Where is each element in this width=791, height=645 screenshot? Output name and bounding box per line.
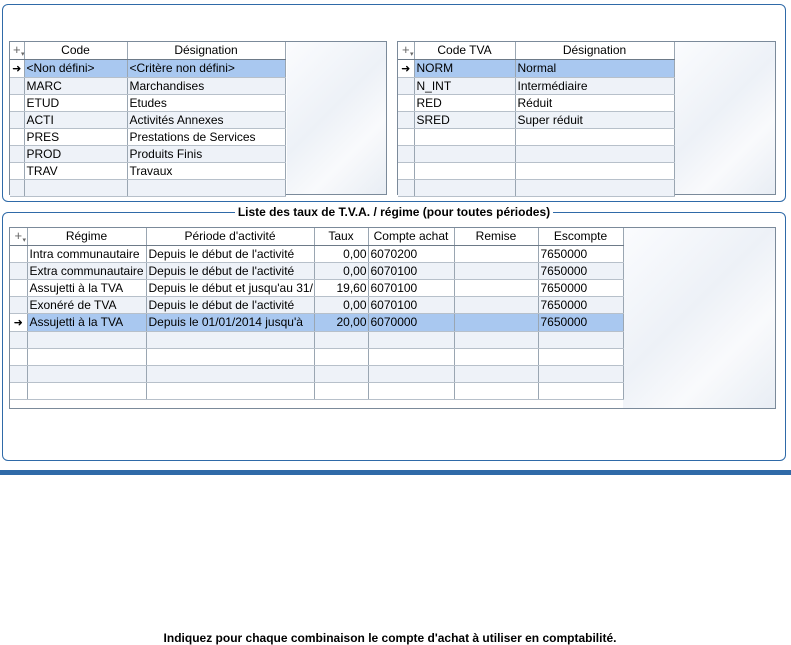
row-indicator[interactable]	[398, 162, 414, 179]
cell-code[interactable]: RED	[414, 94, 515, 111]
table-row[interactable]	[10, 145, 285, 162]
cell-code[interactable]: SRED	[414, 111, 515, 128]
cell-escompte[interactable]: 7650000	[538, 262, 623, 279]
cell-code[interactable]	[414, 145, 515, 162]
cell-compte[interactable]	[368, 382, 454, 399]
cell-taux[interactable]: 0,00	[314, 296, 368, 313]
cell-periode[interactable]	[146, 348, 314, 365]
cell-regime[interactable]	[27, 365, 146, 382]
cell-code[interactable]: ACTI	[24, 111, 127, 128]
cell-escompte[interactable]	[538, 382, 623, 399]
header-escompte[interactable]: Escompte	[538, 228, 623, 245]
table-row[interactable]	[10, 296, 623, 313]
row-indicator[interactable]	[10, 77, 24, 94]
grid-empty-area	[675, 42, 775, 194]
table-row[interactable]	[10, 245, 623, 262]
cell-designation[interactable]: Super réduit	[515, 111, 674, 128]
plus-icon[interactable]: + ▾	[12, 42, 25, 59]
plus-icon[interactable]: + ▾	[401, 42, 414, 59]
cell-remise[interactable]	[454, 245, 538, 262]
cell-code[interactable]: PRES	[24, 128, 127, 145]
cell-regime[interactable]: Assujetti à la TVA	[27, 313, 146, 331]
header-remise[interactable]: Remise	[454, 228, 538, 245]
table-row[interactable]	[398, 128, 674, 145]
cell-compte[interactable]	[368, 365, 454, 382]
grid-empty-area	[623, 228, 775, 408]
cell-code[interactable]	[414, 128, 515, 145]
tva-table	[398, 42, 675, 197]
table-row[interactable]	[10, 179, 285, 196]
cell-designation[interactable]	[515, 128, 674, 145]
header-designation[interactable]: Désignation	[127, 42, 285, 59]
cell-designation[interactable]: Normal	[515, 59, 674, 77]
row-indicator[interactable]	[10, 382, 27, 399]
table-row[interactable]	[10, 313, 623, 331]
table-row[interactable]	[10, 382, 623, 399]
cell-escompte[interactable]: 7650000	[538, 279, 623, 296]
row-indicator[interactable]	[10, 331, 27, 348]
row-indicator[interactable]	[398, 179, 414, 196]
table-row[interactable]	[10, 77, 285, 94]
cell-designation[interactable]: Activités Annexes	[127, 111, 285, 128]
header-periode[interactable]: Période d'activité	[146, 228, 314, 245]
cell-code[interactable]: <Non défini>	[24, 59, 127, 77]
cell-regime[interactable]: Extra communautaire	[27, 262, 146, 279]
cell-designation[interactable]	[515, 162, 674, 179]
cell-code[interactable]: TRAV	[24, 162, 127, 179]
cell-designation[interactable]	[515, 179, 674, 196]
cell-designation[interactable]: Etudes	[127, 94, 285, 111]
row-indicator[interactable]	[10, 179, 24, 196]
cell-compte[interactable]: 6070100	[368, 296, 454, 313]
row-indicator[interactable]	[10, 262, 27, 279]
cell-remise[interactable]	[454, 331, 538, 348]
cell-escompte[interactable]: 7650000	[538, 245, 623, 262]
column-chooser[interactable]	[10, 42, 24, 59]
header-code[interactable]: Code	[24, 42, 127, 59]
row-indicator[interactable]	[10, 313, 27, 331]
cell-designation[interactable]	[515, 145, 674, 162]
cell-designation[interactable]: Travaux	[127, 162, 285, 179]
column-chooser[interactable]	[398, 42, 414, 59]
cell-periode[interactable]: Depuis le début et jusqu'au 31/	[146, 279, 314, 296]
plus-icon[interactable]: + ▾	[14, 228, 26, 245]
codes-grid[interactable]	[9, 41, 387, 195]
cell-regime[interactable]: Exonéré de TVA	[27, 296, 146, 313]
cell-compte[interactable]	[368, 331, 454, 348]
cell-escompte[interactable]: 7650000	[538, 296, 623, 313]
cell-periode[interactable]	[146, 382, 314, 399]
arrow-right-icon: ➜	[12, 62, 22, 75]
row-indicator[interactable]	[10, 296, 27, 313]
cell-compte[interactable]: 6070200	[368, 245, 454, 262]
cell-code[interactable]: N_INT	[414, 77, 515, 94]
cell-designation[interactable]: Marchandises	[127, 77, 285, 94]
cell-code[interactable]: MARC	[24, 77, 127, 94]
table-row[interactable]	[398, 162, 674, 179]
cell-compte[interactable]	[368, 348, 454, 365]
row-indicator[interactable]	[398, 111, 414, 128]
cell-remise[interactable]	[454, 262, 538, 279]
table-row[interactable]	[10, 262, 623, 279]
row-indicator[interactable]	[398, 94, 414, 111]
table-row[interactable]	[398, 59, 674, 77]
cell-periode[interactable]	[146, 331, 314, 348]
cell-compte[interactable]: 6070100	[368, 279, 454, 296]
table-row[interactable]	[10, 348, 623, 365]
cell-regime[interactable]	[27, 382, 146, 399]
table-row[interactable]	[398, 145, 674, 162]
table-row[interactable]	[10, 279, 623, 296]
row-indicator[interactable]	[398, 77, 414, 94]
cell-taux[interactable]: 20,00	[314, 313, 368, 331]
table-row[interactable]	[10, 111, 285, 128]
cell-periode[interactable]: Depuis le début de l'activité	[146, 262, 314, 279]
cell-code[interactable]: NORM	[414, 59, 515, 77]
cell-remise[interactable]	[454, 382, 538, 399]
cell-periode[interactable]: Depuis le début de l'activité	[146, 296, 314, 313]
cell-code[interactable]	[24, 179, 127, 196]
header-compte-achat[interactable]: Compte achat	[368, 228, 454, 245]
cell-designation[interactable]: Produits Finis	[127, 145, 285, 162]
table-row[interactable]	[10, 128, 285, 145]
grid-empty-area	[287, 42, 386, 194]
taux-table	[10, 228, 624, 400]
header-taux[interactable]: Taux	[314, 228, 368, 245]
cell-taux[interactable]: 0,00	[314, 262, 368, 279]
cell-periode[interactable]: Depuis le début de l'activité	[146, 245, 314, 262]
cell-designation[interactable]: <Critère non défini>	[127, 59, 285, 77]
table-row[interactable]	[10, 331, 623, 348]
cell-taux[interactable]	[314, 348, 368, 365]
cell-remise[interactable]	[454, 296, 538, 313]
arrow-right-icon: ➜	[13, 316, 23, 329]
cell-designation[interactable]	[127, 179, 285, 196]
cell-taux[interactable]	[314, 365, 368, 382]
hint-text: Indiquez pour chaque combinaison le compte d'achat à utiliser en comptabilité.	[163, 631, 617, 645]
cell-designation[interactable]: Réduit	[515, 94, 674, 111]
cell-remise[interactable]	[454, 348, 538, 365]
cell-escompte[interactable]: 7650000	[538, 313, 623, 331]
cell-compte[interactable]: 6070000	[368, 313, 454, 331]
cell-code[interactable]	[414, 162, 515, 179]
cell-code[interactable]: PROD	[24, 145, 127, 162]
table-row[interactable]	[398, 77, 674, 94]
row-indicator[interactable]	[10, 111, 24, 128]
row-indicator[interactable]	[10, 348, 27, 365]
cell-remise[interactable]	[454, 279, 538, 296]
cell-regime[interactable]: Intra communautaire	[27, 245, 146, 262]
tva-grid[interactable]	[397, 41, 776, 195]
row-indicator[interactable]	[398, 128, 414, 145]
table-row[interactable]	[10, 162, 285, 179]
cell-escompte[interactable]	[538, 365, 623, 382]
row-indicator[interactable]	[10, 279, 27, 296]
cell-taux[interactable]	[314, 331, 368, 348]
row-indicator[interactable]	[398, 145, 414, 162]
cell-taux[interactable]: 0,00	[314, 245, 368, 262]
cell-regime[interactable]	[27, 331, 146, 348]
cell-taux[interactable]: 19,60	[314, 279, 368, 296]
cell-regime[interactable]	[27, 348, 146, 365]
taux-panel-title: Liste des taux de T.V.A. / régime (pour toutes périodes)	[3, 205, 785, 219]
cell-escompte[interactable]	[538, 331, 623, 348]
cell-periode[interactable]	[146, 365, 314, 382]
cell-code[interactable]	[414, 179, 515, 196]
cell-designation[interactable]: Prestations de Services	[127, 128, 285, 145]
cell-regime[interactable]: Assujetti à la TVA	[27, 279, 146, 296]
table-row[interactable]	[398, 94, 674, 111]
row-indicator[interactable]	[10, 365, 27, 382]
cell-remise[interactable]	[454, 313, 538, 331]
table-row[interactable]	[10, 59, 285, 77]
row-indicator[interactable]	[10, 94, 24, 111]
arrow-right-icon: ➜	[401, 62, 411, 75]
taux-grid[interactable]	[9, 227, 776, 409]
cell-escompte[interactable]	[538, 348, 623, 365]
header-regime[interactable]: Régime	[27, 228, 146, 245]
footer-bar	[0, 470, 791, 475]
cell-code[interactable]: ETUD	[24, 94, 127, 111]
cell-remise[interactable]	[454, 365, 538, 382]
cell-compte[interactable]: 6070100	[368, 262, 454, 279]
table-row[interactable]	[10, 94, 285, 111]
cell-periode[interactable]: Depuis le 01/01/2014 jusqu'à	[146, 313, 314, 331]
row-indicator[interactable]	[10, 162, 24, 179]
table-row[interactable]	[398, 179, 674, 196]
codes-table	[10, 42, 286, 197]
table-row[interactable]	[10, 365, 623, 382]
cell-taux[interactable]	[314, 382, 368, 399]
row-indicator[interactable]	[10, 145, 24, 162]
table-row[interactable]	[398, 111, 674, 128]
cell-designation[interactable]: Intermédiaire	[515, 77, 674, 94]
header-code-tva[interactable]: Code TVA	[414, 42, 515, 59]
column-chooser[interactable]	[10, 228, 27, 245]
row-indicator[interactable]	[10, 128, 24, 145]
header-designation[interactable]: Désignation	[515, 42, 674, 59]
